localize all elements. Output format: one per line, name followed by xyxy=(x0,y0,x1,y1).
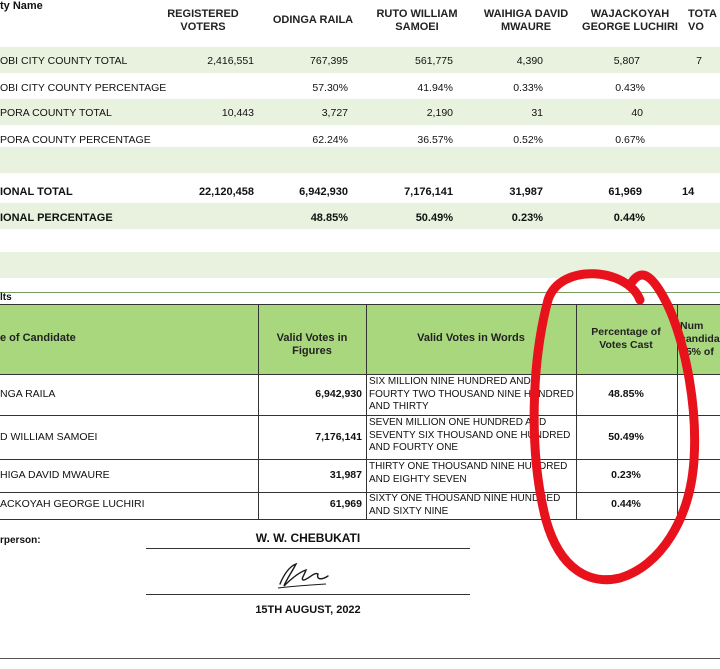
header-ruto-william-samoei: RUTO WILLIAM SAMOEI xyxy=(376,8,458,33)
header-registered-voters: REGISTERED VOTERS xyxy=(167,8,239,33)
header-wajackoyah-george-luchiri: WAJACKOYAH GEORGE LUCHIRI xyxy=(582,8,678,33)
header-name-of-candidate: e of Candidate xyxy=(0,332,76,344)
header-total-votes: TOTA VO xyxy=(688,8,717,33)
header-waihiga-david-mwaure: WAIHIGA DAVID MWAURE xyxy=(483,8,569,33)
chairperson-name: W. W. CHEBUKATI xyxy=(255,531,361,545)
chairperson-label: rperson: xyxy=(0,535,41,546)
header-odinga-raila: ODINGA RAILA xyxy=(272,14,354,26)
handwritten-signature xyxy=(270,556,340,592)
results-section-label: lts xyxy=(0,292,12,303)
signature-date: 15TH AUGUST, 2022 xyxy=(255,604,361,616)
county-name-header: ty Name xyxy=(0,0,43,12)
header-valid-votes-words: Valid Votes in Words xyxy=(417,332,525,344)
header-number-counties: Num candida 25% of xyxy=(680,320,720,358)
header-valid-votes-figures: Valid Votes in Figures xyxy=(276,332,348,357)
header-percentage-votes-cast: Percentage of Votes Cast xyxy=(591,326,661,351)
